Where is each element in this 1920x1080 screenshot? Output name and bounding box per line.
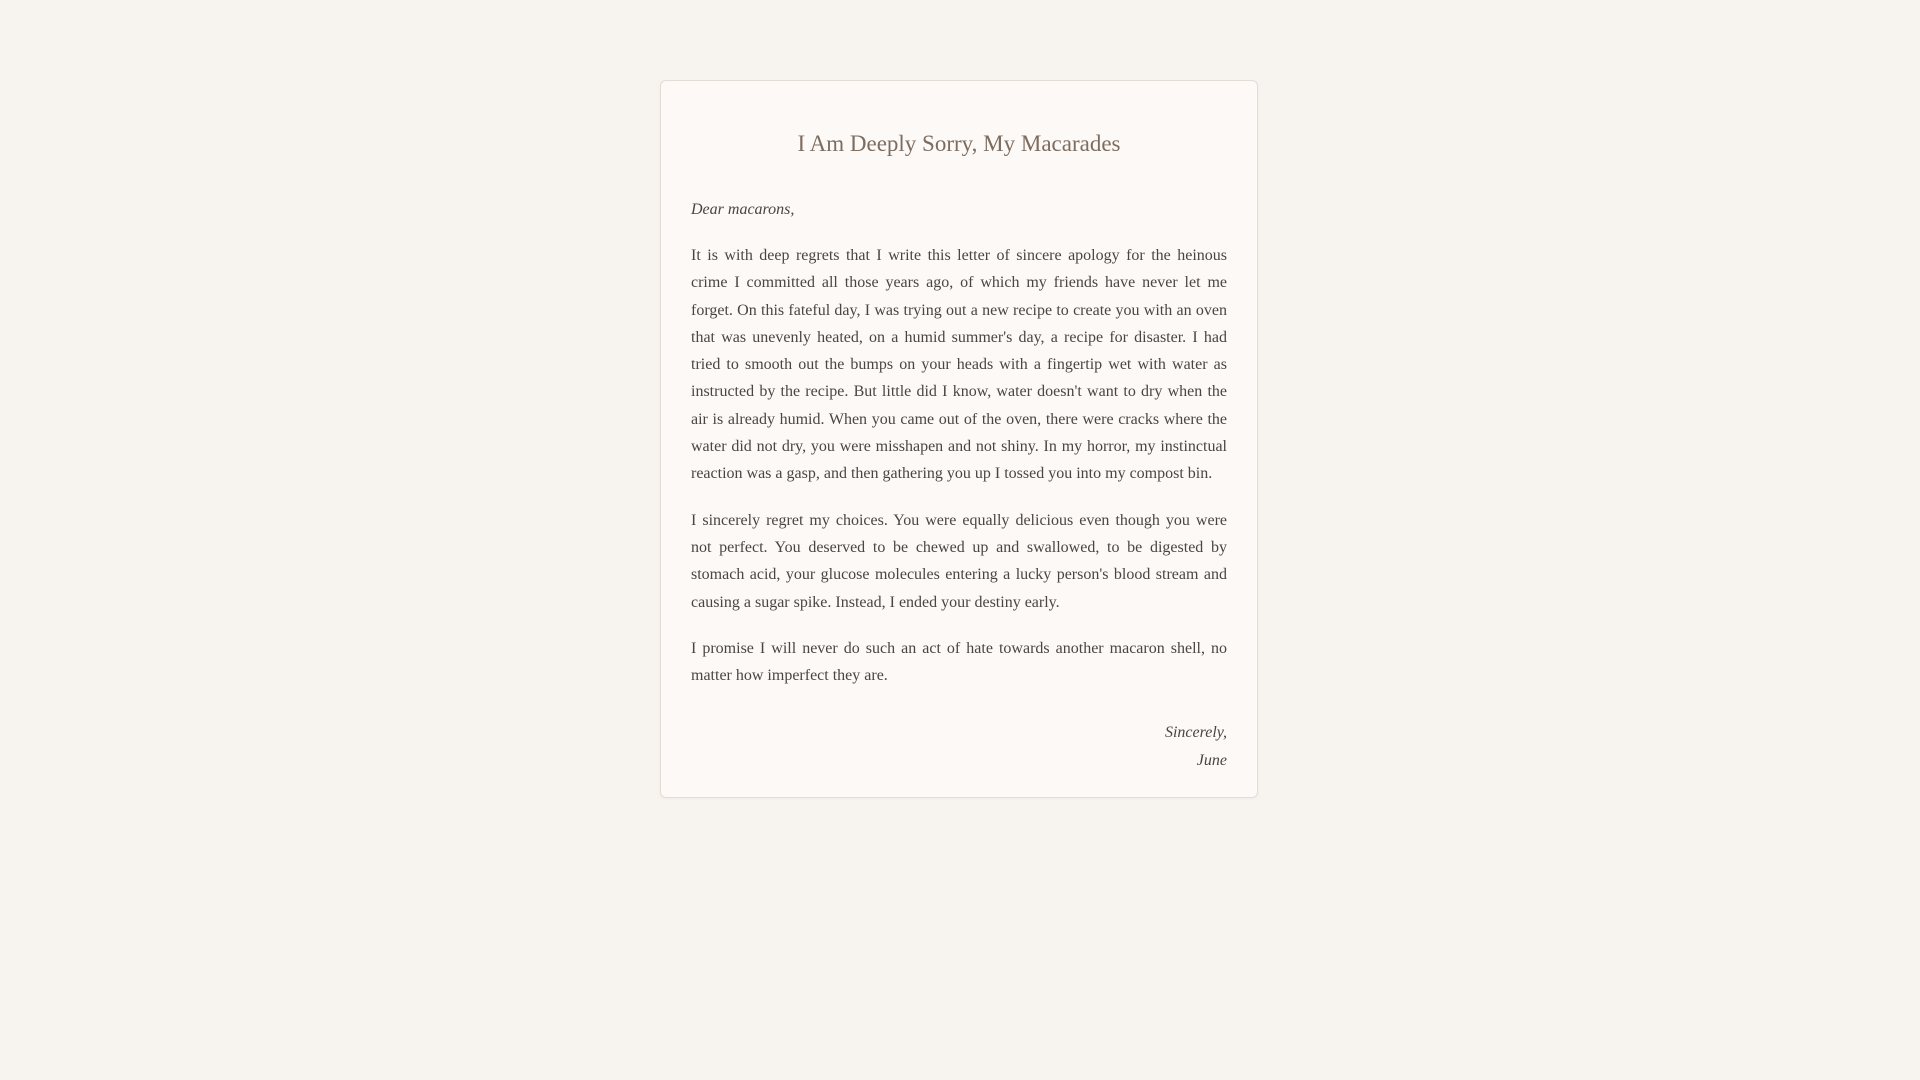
- letter-card: [660, 80, 1258, 798]
- letter-paragraph: I promise I will never do such an act of hate towards another macaron shell, no matter how imperfect they are.: [691, 639, 1227, 685]
- letter-salutation: Dear macarons,: [691, 201, 795, 218]
- letter-title: I Am Deeply Sorry, My Macarades: [797, 131, 1121, 156]
- letter-paragraph: It is with deep regrets that I write this letter of sincere apology for the heinous crime I committed all those years ago, of which my friends have never let me forget. On this fateful day, I was trying out a new recipe to create you with an oven that was unevenly heated, on a humid summer's day, a recipe for disaster. I had tried to smooth out the bumps on your heads with a fingertip wet with water as instructed by the recipe. But little did I know, water doesn't want to dry when the air is already humid. When you came out of the oven, there were cracks where the water did not dry, you were misshapen and not shiny. In my horror, my instinctual reaction was a gasp, and then gathering you up I tossed you into my compost bin.: [691, 247, 1227, 483]
- letter-signature: June: [1196, 751, 1227, 769]
- letter-closing: Sincerely,: [1164, 724, 1227, 742]
- letter-signoff: [691, 719, 1227, 774]
- letter-paragraph: I sincerely regret my choices. You were equally delicious even though you were not perfect. You deserved to be chewed up and swallowed, to be digested by stomach acid, your glucose molecules entering a lucky person's blood stream and causing a sugar spike. Instead, I ended your destiny early.: [691, 511, 1227, 611]
